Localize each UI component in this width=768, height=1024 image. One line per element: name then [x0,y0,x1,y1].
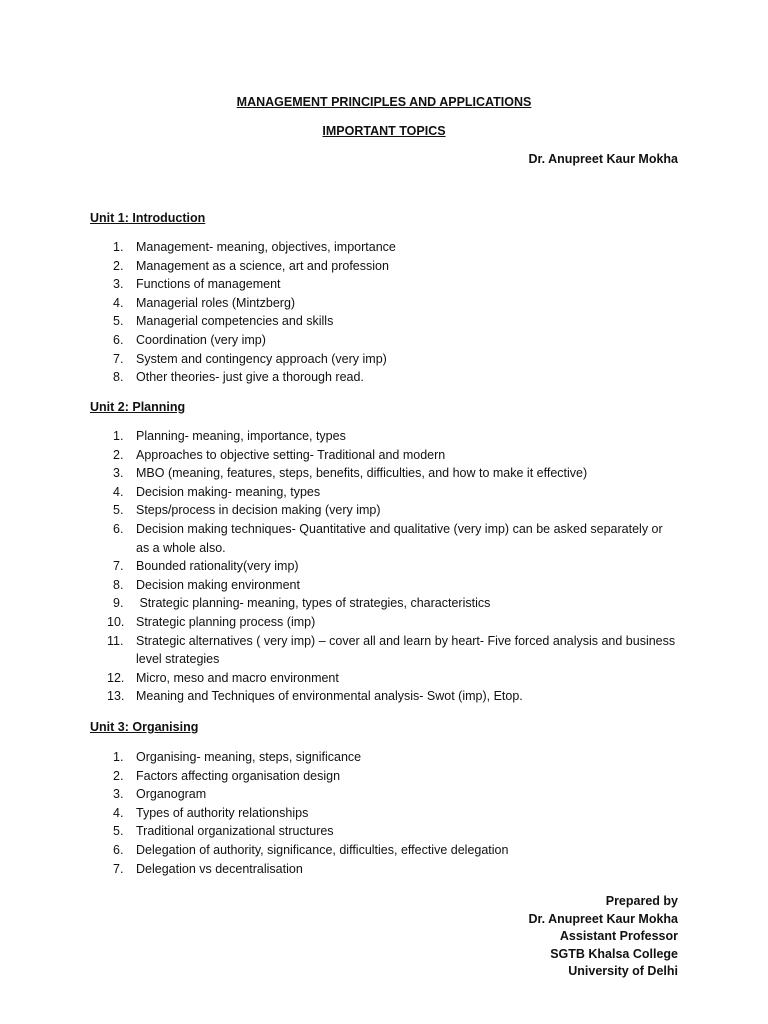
list-item: 8. Other theories- just give a thorough read. [113,370,364,385]
list-item-text: Managerial roles (Mintzberg) [136,295,296,310]
list-item: 9. Strategic planning- meaning, types of strategies, characteristics [113,596,491,611]
list-item-text: Management- meaning, objectives, importance [136,240,396,254]
list-item-text: Steps/process in decision making (very imp) [136,503,381,518]
list-item: 2. Management as a science, art and profession [113,258,389,273]
list-item: 7. Delegation vs decentralisation [113,861,303,876]
document-subtitle: IMPORTANT TOPICS [322,124,446,138]
list-item: 2. Approaches to objective setting- Traditional and modern [113,447,446,462]
list-item-text: Bounded rationality(very imp) [136,559,299,574]
prepared-by-label: Prepared by [605,894,678,908]
list-item: 4. Types of authority relationships [113,805,309,820]
unit-2-topic-list [90,427,678,706]
author-name: Dr. Anupreet Kaur Mokha [528,152,678,166]
list-item: 7. System and contingency approach (very imp) [113,351,387,366]
list-item-text: System and contingency approach (very imp) [136,351,387,366]
list-item-text: Managerial competencies and skills [136,314,334,329]
list-item: 4. Managerial roles (Mintzberg) [113,295,296,310]
unit-2-heading: Unit 2: Planning [90,400,186,414]
list-item-text: Decision making environment [136,577,300,592]
list-item-text: Decision making techniques- Quantitative and qualitative (very imp) can be asked separately or as a whole also. [136,521,663,555]
list-item-text: Functions of management [136,277,281,292]
unit-3-heading: Unit 3: Organising [90,720,199,734]
list-item-text: Meaning and Techniques of environmental analysis- Swot (imp), Etop. [136,689,523,704]
unit-3-topic-list [90,748,678,878]
unit-1-topic-list [90,238,678,387]
list-item-text: Management as a science, art and profession [136,258,389,273]
list-item: 1. Planning- meaning, importance, types [113,429,346,443]
list-item-text: Factors affecting organisation design [136,768,341,783]
signature-designation: Assistant Professor [559,929,678,943]
document-title: MANAGEMENT PRINCIPLES AND APPLICATIONS [236,95,532,109]
list-item: 13. Meaning and Techniques of environmental analysis- Swot (imp), Etop. [107,689,523,704]
list-item-text: Types of authority relationships [136,805,309,820]
list-item: 5. Traditional organizational structures [113,824,334,839]
list-item: 3. Organogram [113,787,207,802]
signature-college: SGTB Khalsa College [550,946,678,961]
signature-university: University of Delhi [568,964,678,978]
list-item: 10. Strategic planning process (imp) [107,614,316,629]
list-item: 6. Coordination (very imp) [113,332,266,347]
list-item-text: MBO (meaning, features, steps, benefits, difficulties, and how to make it effective) [136,466,588,481]
list-item: 1. Management- meaning, objectives, importance [113,240,396,254]
signature-name: Dr. Anupreet Kaur Mokha [528,911,678,926]
unit-1-heading: Unit 1: Introduction [90,211,206,225]
list-item: 5. Managerial competencies and skills [113,314,334,329]
list-item-text: Organogram [136,787,207,802]
list-item: 4. Decision making- meaning, types [113,484,321,499]
list-item-text: Strategic planning process (imp) [136,614,316,629]
list-item-text: Decision making- meaning, types [136,484,321,499]
list-item: 5. Steps/process in decision making (very imp) [113,503,381,518]
list-item-text: Approaches to objective setting- Traditional and modern [136,447,446,462]
list-item: 1. Organising- meaning, steps, significance [113,750,362,764]
list-item-text: Delegation of authority, significance, difficulties, effective delegation [136,842,509,857]
list-item-text: Organising- meaning, steps, significance [136,750,362,764]
list-item-text: Strategic planning- meaning, types of strategies, characteristics [136,596,491,611]
list-item: 6. Decision making techniques- Quantitative and qualitative (very imp) can be asked separately or as a whole also. [113,521,663,555]
list-item-text: Planning- meaning, importance, types [136,429,346,443]
list-item: 11. Strategic alternatives ( very imp) – cover all and learn by heart- Five forced analysis and business level strategies [107,633,676,667]
list-item-text: Traditional organizational structures [136,824,334,839]
list-item-text: Strategic alternatives ( very imp) – cover all and learn by heart- Five forced analysis and business level strategies [136,633,676,667]
list-item-text: Micro, meso and macro environment [136,670,339,685]
list-item: 3. Functions of management [113,277,281,292]
list-item-text: Delegation vs decentralisation [136,861,303,876]
list-item-text: Other theories- just give a thorough read. [136,370,364,385]
list-item: 3. MBO (meaning, features, steps, benefits, difficulties, and how to make it effective) [113,466,588,481]
list-item: 8. Decision making environment [113,577,300,592]
list-item: 7. Bounded rationality(very imp) [113,559,299,574]
list-item: 2. Factors affecting organisation design [113,768,341,783]
list-item: 6. Delegation of authority, significance, difficulties, effective delegation [113,842,509,857]
signature-block [528,893,678,981]
list-item-text: Coordination (very imp) [136,332,266,347]
list-item: 12. Micro, meso and macro environment [107,670,339,685]
